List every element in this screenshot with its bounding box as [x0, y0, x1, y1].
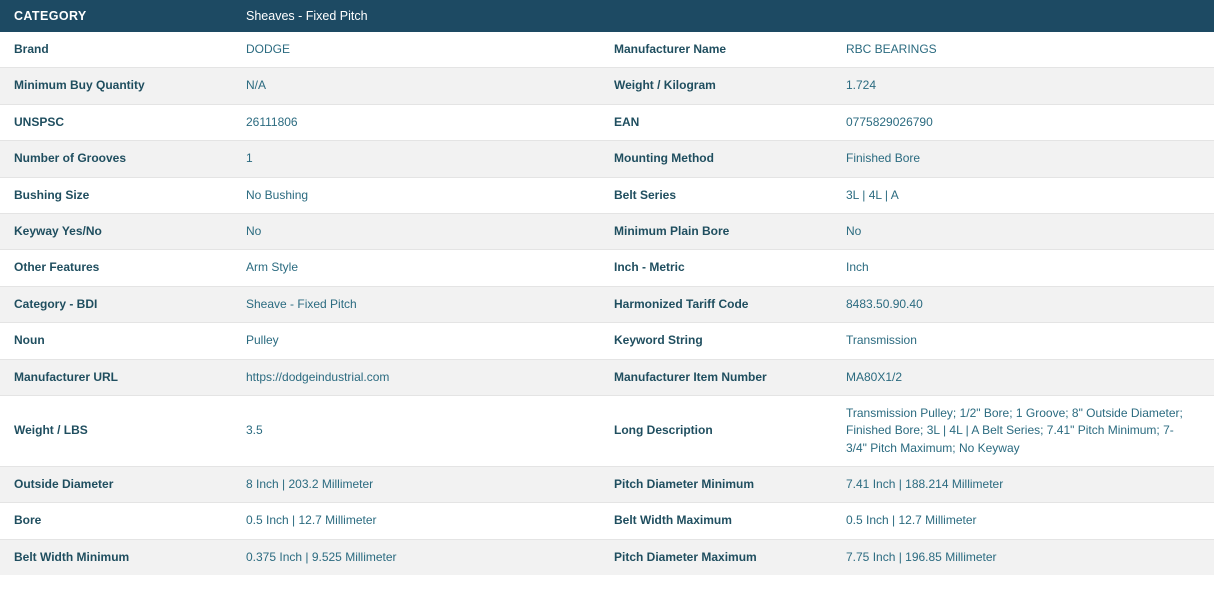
- spec-value-text: Finished Bore: [846, 151, 921, 166]
- spec-value: [832, 213, 1214, 249]
- spec-value: [832, 359, 1214, 395]
- table-row: [0, 250, 1214, 286]
- spec-label: Manufacturer Item Number: [600, 359, 832, 395]
- spec-value-text: No: [246, 223, 262, 238]
- spec-value-text: 3L | 4L | A: [846, 187, 899, 202]
- spec-label: Outside Diameter: [0, 467, 232, 503]
- spec-value-text: Transmission Pulley; 1/2" Bore; 1 Groove; 8" Outside Diameter; Finished Bore; 3L | 4L | A Belt Series; 7.41" Pitch Minimum; 7-3/4" Pitch Maximum; No Keyway: [846, 405, 1183, 455]
- spec-table-body: [0, 0, 1214, 32]
- spec-value-text: 0.375 Inch | 9.525 Millimeter: [246, 549, 397, 564]
- spec-label: Noun: [0, 323, 232, 359]
- spec-value: [832, 539, 1214, 575]
- spec-label: Pitch Diameter Maximum: [614, 549, 757, 564]
- spec-label: Belt Series: [600, 177, 832, 213]
- spec-label: Brand: [0, 32, 232, 68]
- spec-value: [232, 359, 600, 395]
- spec-value: [832, 503, 1214, 539]
- spec-value: [832, 250, 1214, 286]
- spec-value-text: MA80X1/2: [846, 369, 903, 384]
- spec-label: Pitch Diameter Minimum: [600, 467, 832, 503]
- spec-value-text: Sheave - Fixed Pitch: [246, 296, 357, 311]
- spec-value: [232, 539, 600, 575]
- spec-label: EAN: [600, 104, 832, 140]
- spec-label: Belt Width Maximum: [600, 503, 832, 539]
- spec-value: [832, 68, 1214, 104]
- table-row: [0, 323, 1214, 359]
- spec-value: [232, 286, 600, 322]
- table-row: [0, 539, 1214, 575]
- spec-value: [232, 467, 600, 503]
- spec-value-text: RBC BEARINGS: [846, 42, 937, 56]
- spec-label: Manufacturer URL: [0, 359, 232, 395]
- spec-value: [232, 177, 600, 213]
- spec-label: Bore: [0, 503, 232, 539]
- table-row: [0, 177, 1214, 213]
- table-row: [0, 68, 1214, 104]
- spec-value: [832, 177, 1214, 213]
- spec-label: Keyway Yes/No: [0, 213, 232, 249]
- spec-value-text: https://dodgeindustrial.com: [246, 369, 390, 384]
- table-row: [0, 104, 1214, 140]
- spec-label: Harmonized Tariff Code: [600, 286, 832, 322]
- spec-value-text: N/A: [246, 78, 267, 93]
- spec-value: [832, 32, 1214, 68]
- spec-label: Long Description: [600, 395, 832, 466]
- spec-value: [832, 141, 1214, 177]
- spec-value: [232, 250, 600, 286]
- spec-value-text: 0.5 Inch | 12.7 Millimeter: [846, 513, 977, 528]
- spec-value: [232, 32, 600, 68]
- spec-rows-body: [0, 32, 1214, 575]
- spec-label: Category - BDI: [0, 286, 232, 322]
- spec-value-text: 0.5 Inch | 12.7 Millimeter: [246, 513, 377, 528]
- spec-value-text: 7.41 Inch | 188.214 Millimeter: [846, 477, 1004, 492]
- table-row: [0, 503, 1214, 539]
- spec-value: [232, 213, 600, 249]
- spec-label: Number of Grooves: [0, 141, 232, 177]
- spec-label: Weight / LBS: [0, 395, 232, 466]
- spec-value: [232, 68, 600, 104]
- spec-value-text: 8 Inch | 203.2 Millimeter: [246, 477, 374, 492]
- spec-value-text: Inch: [846, 260, 869, 275]
- spec-value-text: DODGE: [246, 42, 291, 56]
- spec-value: [832, 286, 1214, 322]
- spec-value-text: 0775829026790: [846, 114, 933, 129]
- spec-value-text: 3.5: [246, 423, 263, 438]
- spec-value-text: Transmission: [846, 333, 917, 348]
- spec-value-text: No Bushing: [246, 187, 309, 202]
- spec-value: [232, 104, 600, 140]
- spec-label: Minimum Plain Bore: [600, 213, 832, 249]
- category-label: CATEGORY: [14, 9, 87, 23]
- table-row: [0, 213, 1214, 249]
- spec-value: [232, 141, 600, 177]
- spec-label: Keyword String: [600, 323, 832, 359]
- table-row: [0, 141, 1214, 177]
- spec-value-text: 26111806: [246, 114, 298, 129]
- table-row: [0, 32, 1214, 68]
- spec-value: [232, 503, 600, 539]
- spec-label: Other Features: [0, 250, 232, 286]
- spec-label: Mounting Method: [600, 141, 832, 177]
- table-header-row: [0, 0, 1214, 32]
- spec-value: [832, 395, 1214, 466]
- spec-label: Weight / Kilogram: [600, 68, 832, 104]
- spec-label: Manufacturer Name: [600, 32, 832, 68]
- spec-label: Minimum Buy Quantity: [0, 68, 232, 104]
- spec-label: Belt Width Minimum: [14, 549, 130, 564]
- product-specifications-table: [0, 0, 1214, 32]
- spec-value-text: 8483.50.90.40: [846, 296, 923, 311]
- spec-value-text: 1.724: [846, 78, 877, 93]
- spec-label: UNSPSC: [0, 104, 232, 140]
- product-specifications-rows: [0, 32, 1214, 575]
- spec-value: [232, 395, 600, 466]
- table-row: [0, 395, 1214, 466]
- spec-value-text: Arm Style: [246, 260, 299, 275]
- spec-value: [832, 323, 1214, 359]
- spec-label: Inch - Metric: [600, 250, 832, 286]
- spec-value: [832, 467, 1214, 503]
- table-row: [0, 359, 1214, 395]
- table-row: [0, 467, 1214, 503]
- spec-value: [832, 104, 1214, 140]
- spec-value-text: Pulley: [246, 333, 279, 348]
- spec-label: Bushing Size: [0, 177, 232, 213]
- spec-value-text: 7.75 Inch | 196.85 Millimeter: [846, 549, 997, 564]
- spec-value: [232, 323, 600, 359]
- spec-value-text: 1: [246, 151, 253, 166]
- table-row: [0, 286, 1214, 322]
- spec-value-text: No: [846, 223, 862, 238]
- category-value: Sheaves - Fixed Pitch: [246, 9, 368, 23]
